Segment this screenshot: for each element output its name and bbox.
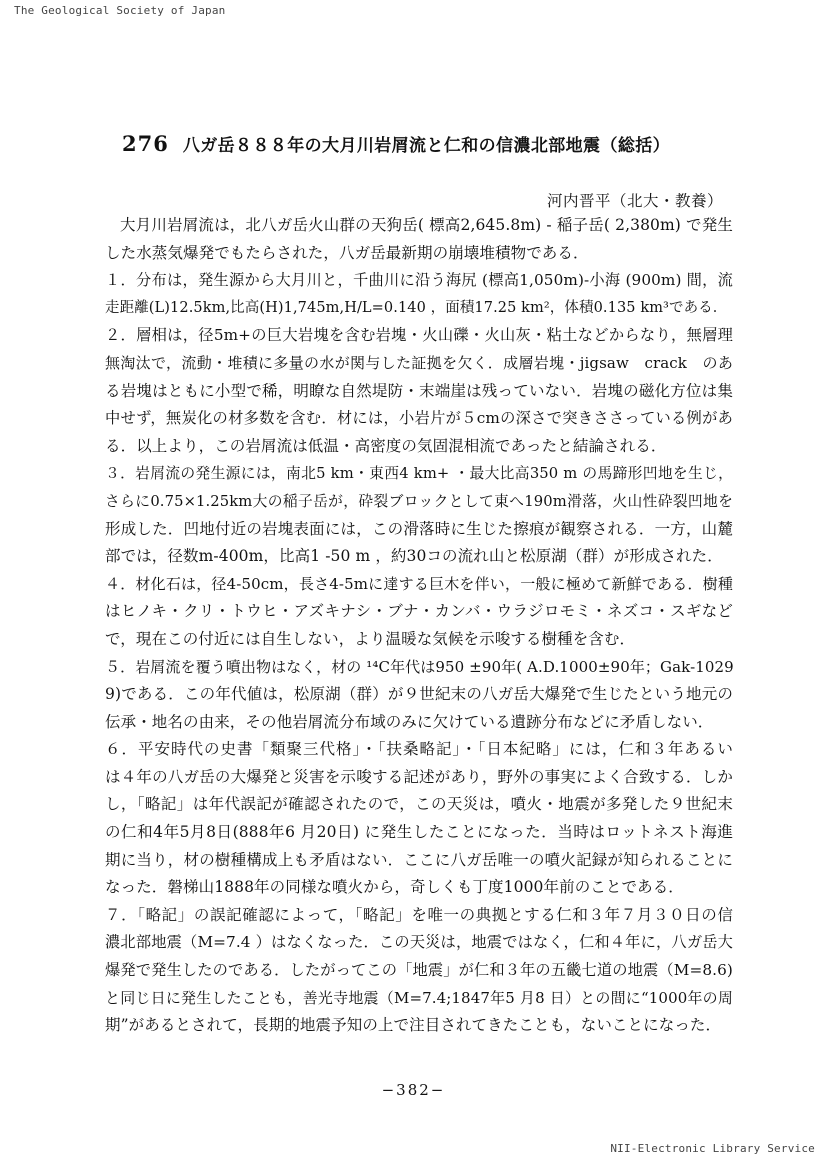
body-line: はヒノキ・クリ・トウヒ・アズキナシ・ブナ・カンバ・ウラジロモミ・ネズコ・スギなど — [105, 602, 733, 621]
body-line: ３．岩屑流の発生源には，南北5 km・東西4 km+ ・最大比高350 m の馬蹄形凹地を生じ， — [105, 465, 733, 483]
body-line: ７．「略記」の誤記確認によって，「略記」を唯一の典拠とする仁和３年７月３０日の信 — [105, 905, 733, 924]
body-line: 濃北部地震（M=7.4 ）はなくなった．この天災は，地震ではなく，仁和４年に，八ガ岳大 — [105, 933, 733, 952]
body-line: る岩塊はともに小型で稀，明瞭な自然堤防・末端崖は残っていない．岩塊の磁化方位は集 — [105, 381, 733, 400]
body-line: さらに0.75×1.25km大の稲子岳が，砕裂ブロックとして東へ190m滑落，火山性砕裂凹地を — [105, 492, 733, 510]
body-line: ５．岩屑流を覆う噴出物はなく，材の ¹⁴C年代は950 ±90年( A.D.1000±90年；Gak-1029 — [105, 657, 734, 676]
body-line: 大月川岩屑流は，北八ガ岳火山群の天狗岳( 標高2,645.8m) - 稲子岳( 2,380m) で発生 — [120, 216, 733, 234]
library-footer: NII-Electronic Library Service — [610, 1142, 815, 1155]
body-line: で，現在この付近には自生しない，より温暖な気候を示唆する樹種を含む． — [105, 629, 636, 648]
body-line: の仁和4年5月8日(888年6 月20日) に発生したことになった．当時はロットネスト海進 — [105, 823, 733, 842]
body-line: 爆発で発生したのである．したがってこの「地震」が仁和３年の五畿七道の地震（M=8.6) — [105, 961, 733, 980]
journal-header: The Geological Society of Japan — [14, 4, 226, 17]
page-number: −382− — [381, 1081, 446, 1099]
body-line: 部では，径数m-400m，比高1 -50 m ，約30コの流れ山と松原湖（群）が形成された． — [105, 547, 723, 566]
body-line: 伝承・地名の由来，その他岩屑流分布域のみに欠けている遺跡分布などに矛盾しない． — [105, 712, 714, 731]
body-line: 期に当り，材の樹種構成上も矛盾はない．ここに八ガ岳唯一の噴火記録が知られることに — [105, 850, 733, 869]
abstract-number: 276 — [122, 131, 169, 156]
abstract-title-row — [122, 131, 782, 156]
body-line: と同じ日に発生したことも，善光寺地震（M=7.4;1847年5 月8 日）との間に“1000年の周 — [105, 988, 733, 1007]
body-line: は４年の八ガ岳の大爆発と災害を示唆する記述があり，野外の事実によく合致する．しか — [105, 767, 733, 786]
body-line: ６．平安時代の史書「類聚三代格」・「扶桑略記」・「日本紀略」には，仁和３年あるい — [105, 740, 733, 759]
abstract-body — [105, 212, 733, 1040]
body-line: 期”があるとされて，長期的地震予知の上で注目されてきたことも，ないことになった． — [105, 1016, 722, 1035]
author-affiliation: 河内晋平（北大・教養） — [546, 192, 723, 210]
body-line: 9)である．この年代値は，松原湖（群）が９世紀末の八ガ岳大爆発で生じたという地元の — [105, 685, 733, 704]
body-line: 形成した．凹地付近の岩塊表面には，この滑落時に生じた擦痕が観察される．一方，山麓 — [105, 519, 733, 538]
body-line: る．以上より，この岩屑流は低温・高密度の気固混相流であったと結論される． — [105, 436, 667, 455]
body-line: した水蒸気爆発でもたらされた，八ガ岳最新期の崩壊堆積物である． — [105, 243, 589, 262]
body-line: 無淘汰で，流動・堆積に多量の水が関与した証拠を欠く．成層岩塊・jigsaw crack のあ — [105, 353, 733, 372]
body-line: １．分布は，発生源から大月川と，千曲川に沿う海尻 (標高1,050m)-小海 (900m) 間，流 — [105, 271, 733, 290]
body-line: 中せず，無炭化の材多数を含む．材には，小岩片が５cmの深さで突きささっている例があ — [105, 409, 733, 428]
body-line: ２．層相は，径5m+の巨大岩塊を含む岩塊・火山礫・火山灰・粘土などからなり，無層理 — [105, 326, 733, 345]
body-line: なった．磐梯山1888年の同様な噴火から，奇しくも丁度1000年前のことである． — [105, 878, 684, 897]
abstract-title: 八ガ岳８８８年の大月川岩屑流と仁和の信濃北部地震（総括） — [182, 136, 671, 156]
body-line: 走距離(L)12.5km,比高(H)1,745m,H/L=0.140 ，面積17.25 km²，体積0.135 km³である． — [105, 299, 728, 316]
body-line: し，「略記」は年代誤記が確認されたので，この天災は，噴火・地震が多発した９世紀末 — [105, 795, 733, 814]
body-line: ４．材化石は，径4-50cm，長さ4-5mに達する巨木を伴い，一般に極めて新鮮である．樹種 — [105, 574, 733, 593]
